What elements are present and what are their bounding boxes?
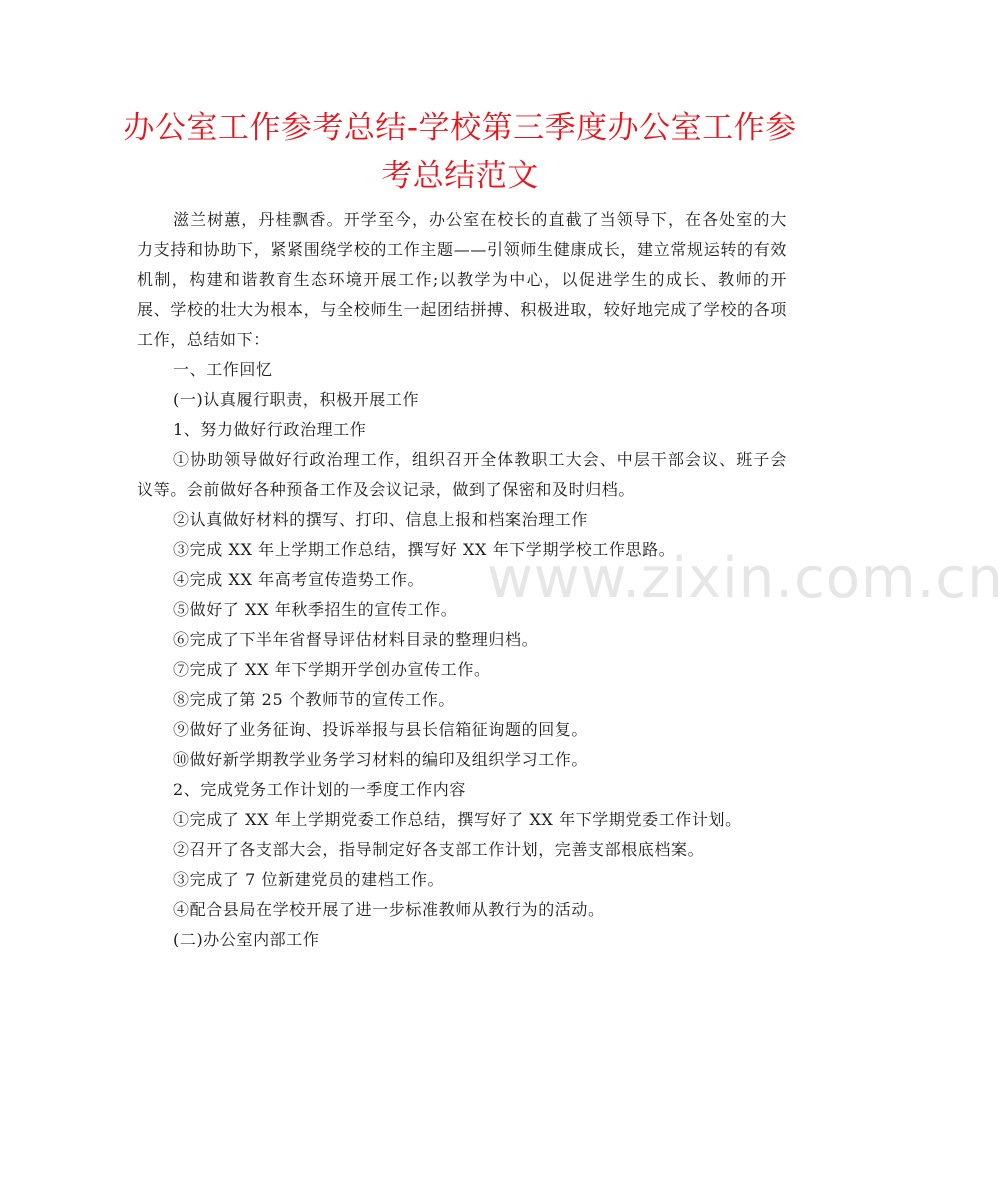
list-item: ④配合县局在学校开展了进一步标准教师从教行为的活动。 bbox=[173, 900, 605, 919]
list-item: ③完成了 7 位新建党员的建档工作。 bbox=[173, 870, 445, 889]
document-body bbox=[137, 205, 787, 955]
list-item: ②认真做好材料的撰写、打印、信息上报和档案治理工作 bbox=[173, 510, 589, 529]
list-item: ⑨做好了业务征询、投诉举报与县长信箱征询题的回复。 bbox=[173, 720, 589, 739]
list-item: ⑩做好新学期教学业务学习材料的编印及组织学习工作。 bbox=[173, 750, 589, 769]
subsection-heading: (二)办公室内部工作 bbox=[173, 930, 320, 949]
section-heading: 一、工作回忆 bbox=[173, 360, 273, 379]
subsection-heading: (一)认真履行职责，积极开展工作 bbox=[173, 390, 420, 409]
item-heading: 1、努力做好行政治理工作 bbox=[173, 420, 367, 439]
list-item: ④完成 XX 年高考宣传造势工作。 bbox=[173, 570, 425, 589]
item-heading: 2、完成党务工作计划的一季度工作内容 bbox=[173, 780, 466, 799]
document-title: 办公室工作参考总结-学校第三季度办公室工作参考总结范文 bbox=[123, 110, 797, 194]
watermark: www.zixin.com.cn bbox=[487, 546, 1004, 611]
list-item: ⑤做好了 XX 年秋季招生的宣传工作。 bbox=[173, 600, 458, 619]
list-item: ⑥完成了下半年省督导评估材料目录的整理归档。 bbox=[173, 630, 539, 649]
list-item: ①完成了 XX 年上学期党委工作总结，撰写好了 XX 年下学期党委工作计划。 bbox=[173, 810, 742, 829]
list-item: ⑧完成了第 25 个教师节的宣传工作。 bbox=[173, 690, 455, 709]
list-item: ③完成 XX 年上学期工作总结，撰写好 XX 年下学期学校工作思路。 bbox=[173, 540, 676, 559]
intro-paragraph: 滋兰树蕙，丹桂飘香。开学至今，办公室在校长的直截了当领导下，在各处室的大力支持和协助下，紧紧围绕学校的工作主题——引领师生健康成长，建立常规运转的有效机制，构建和谐教育生态环境开展工作;以教学为中心，以促进学生的成长、教师的开展、学校的壮大为根本，与全校师生一起团结拼搏、积极进取，较好地完成了学校的各项工作，总结如下： bbox=[137, 210, 787, 349]
list-item: ⑦完成了 XX 年下学期开学创办宣传工作。 bbox=[173, 660, 491, 679]
list-item: ①协助领导做好行政治理工作，组织召开全体教职工大会、中层干部会议、班子会议等。会前做好各种预备工作及会议记录，做到了保密和及时归档。 bbox=[137, 450, 787, 499]
list-item: ②召开了各支部大会，指导制定好各支部工作计划，完善支部根底档案。 bbox=[173, 840, 705, 859]
